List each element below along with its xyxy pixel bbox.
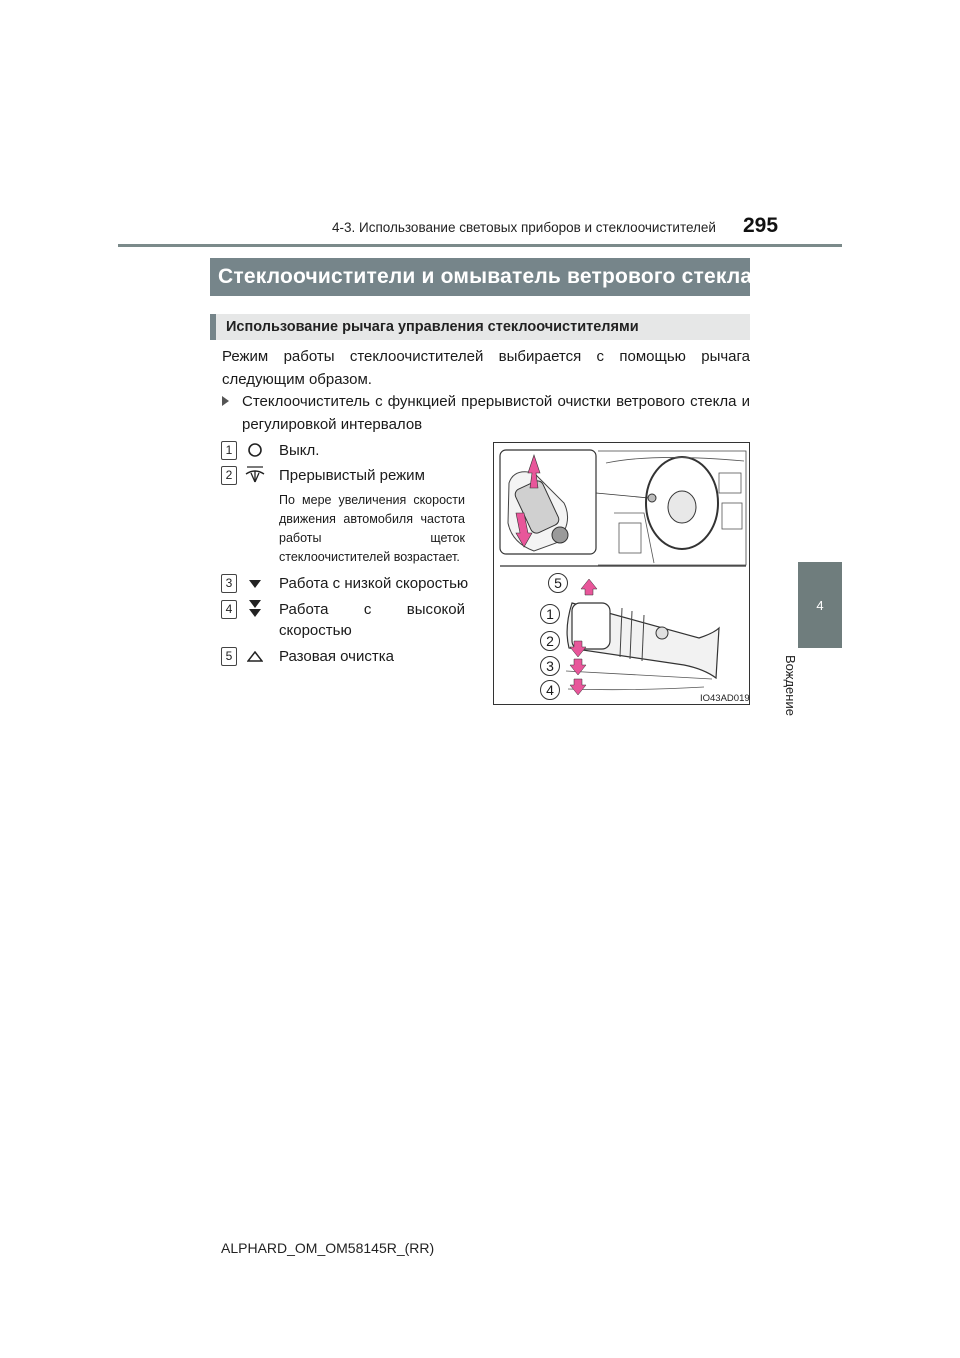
callout-2: 2	[540, 631, 560, 651]
item-label-5: Разовая очистка	[279, 648, 394, 665]
figure-illustration	[494, 443, 749, 704]
bullet-item	[222, 390, 750, 436]
footer-doc-id: ALPHARD_OM_OM58145R_(RR)	[221, 1240, 435, 1256]
up-triangle-icon	[247, 650, 263, 668]
item-label-1: Выкл.	[279, 442, 320, 459]
item-number-3: 3	[221, 574, 237, 593]
intermittent-wiper-icon	[244, 466, 266, 489]
chapter-label-box	[770, 655, 814, 716]
item-label-4-text: Работа с высокой скоростью	[279, 601, 465, 639]
bullet-text: Стеклоочиститель с функцией прерывистой очистки ветрового стекла и регулировкой интервалов	[242, 393, 750, 433]
off-circle-icon	[247, 442, 263, 463]
double-down-triangle-icon	[248, 599, 262, 624]
intro-paragraph: Режим работы стеклоочистителей выбирается с помощью рычага следующим образом.	[222, 348, 750, 388]
header-rule	[118, 244, 842, 247]
subsection-title: Использование рычага управления стеклоочистителями	[226, 319, 639, 335]
item-label-4	[279, 599, 465, 641]
section-title: Стеклоочистители и омыватель ветрового стекла	[218, 265, 753, 288]
single-down-triangle-icon	[248, 577, 262, 595]
bullet-triangle-icon	[222, 396, 229, 406]
item-label-3: Работа с низкой скоростью	[279, 575, 469, 592]
chapter-label: Вождение	[783, 655, 798, 716]
section-title-bar	[210, 258, 753, 296]
item-note-2: По мере увеличения скорости движения автомобиля частота работы щеток стеклоочистителей возрастает.	[279, 493, 465, 564]
chapter-number: 4	[816, 597, 824, 613]
callout-3: 3	[540, 656, 560, 676]
callout-1: 1	[540, 604, 560, 624]
header-section-path: 4-3. Использование световых приборов и стеклоочистителей	[332, 220, 716, 235]
item-number-5: 5	[221, 647, 237, 666]
chapter-tab[interactable]	[798, 562, 842, 648]
page-number: 295	[743, 214, 779, 237]
callout-5: 5	[548, 573, 568, 593]
wiper-lever-figure	[493, 442, 750, 705]
figure-code: IO43AD019	[700, 693, 750, 704]
subsection-title-bar	[210, 314, 750, 340]
item-number-2: 2	[221, 466, 237, 485]
item-number-4: 4	[221, 600, 237, 619]
callout-4: 4	[540, 680, 560, 700]
item-number-1: 1	[221, 441, 237, 460]
item-label-2: Прерывистый режим	[279, 467, 425, 484]
